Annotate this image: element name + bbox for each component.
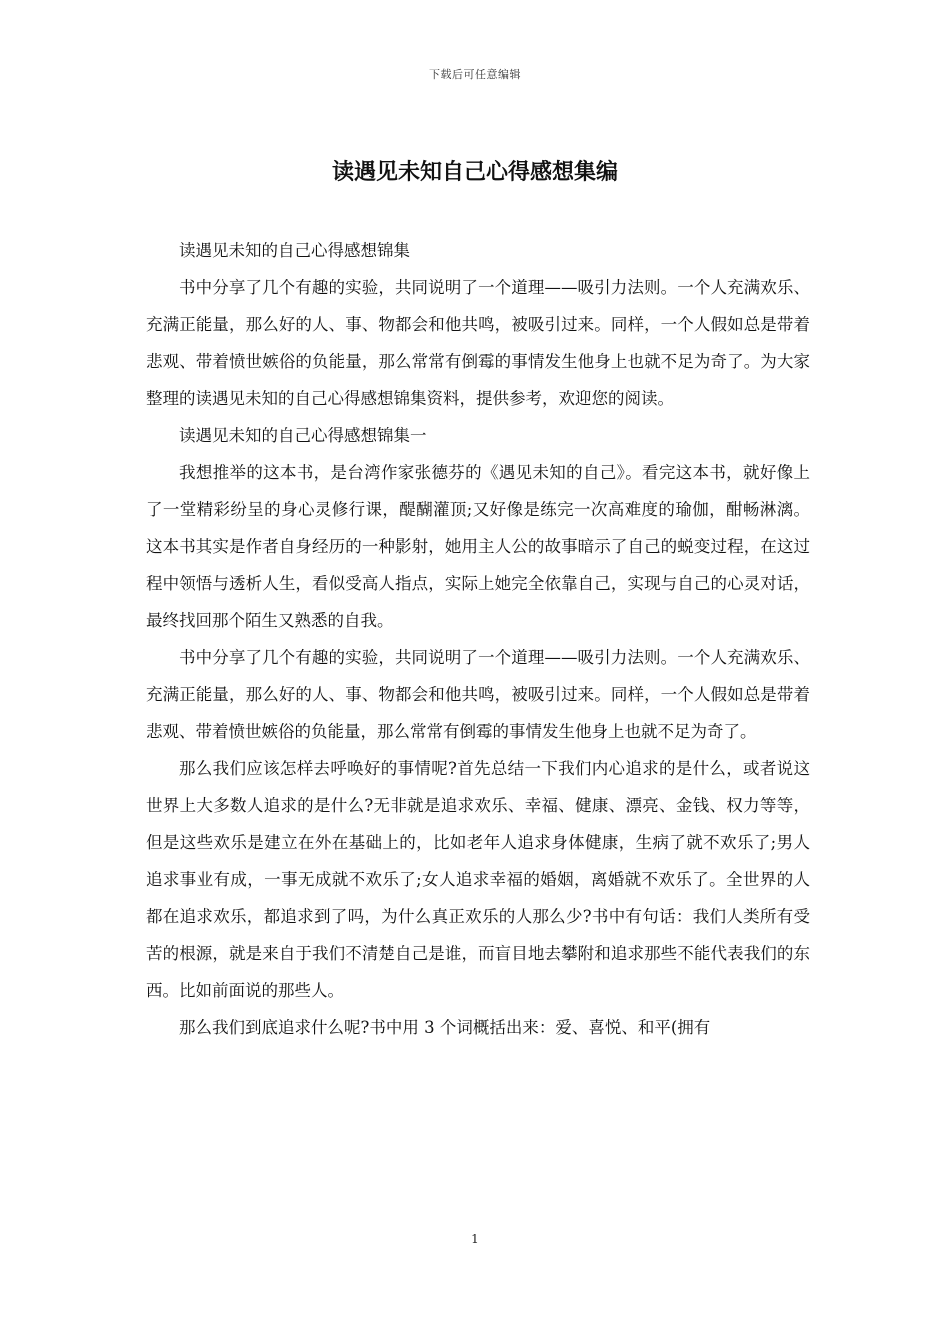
paragraph-attraction-law: 书中分享了几个有趣的实验，共同说明了一个道理——吸引力法则。一个人充满欢乐、充满正能量，那么好的人、事、物都会和他共鸣，被吸引过来。同样，一个人假如总是带着悲观、带着愤世嫉俗的负能量，那么常常有倒霉的事情发生他身上也就不足为奇了。: [146, 648, 810, 741]
header-note: 下载后可任意编辑: [429, 68, 521, 81]
document-body: [146, 232, 810, 1046]
paragraph-intro: 书中分享了几个有趣的实验，共同说明了一个道理——吸引力法则。一个人充满欢乐、充满正能量，那么好的人、事、物都会和他共鸣，被吸引过来。同样，一个人假如总是带着悲观、带着愤世嫉俗的负能量，那么常常有倒霉的事情发生他身上也就不足为奇了。为大家整理的读遇见未知的自己心得感想锦集资料，提供参考，欢迎您的阅读。: [146, 278, 810, 408]
paragraph-conclusion-start: 那么我们到底追求什么呢?书中用 3 个词概括出来：爱、喜悦、和平(拥有: [179, 1018, 711, 1037]
paragraph-book-recommendation: 我想推举的这本书，是台湾作家张德芬的《遇见未知的自己》。看完这本书，就好像上了一堂精彩纷呈的身心灵修行课，醍醐灌顶;又好像是练完一次高难度的瑜伽，酣畅淋漓。这本书其实是作者自身经历的一种影射，她用主人公的故事暗示了自己的蜕变过程，在这过程中领悟与透析人生，看似受高人指点，实际上她完全依靠自己，实现与自己的心灵对话，最终找回那个陌生又熟悉的自我。: [146, 463, 810, 630]
paragraph-subtitle: 读遇见未知的自己心得感想锦集: [179, 241, 410, 260]
paragraph-section-heading: 读遇见未知的自己心得感想锦集一: [179, 426, 427, 445]
page-number: 1: [471, 1232, 479, 1246]
document-title: 读遇见未知自己心得感想集编: [331, 159, 618, 185]
paragraph-pursuit: 那么我们应该怎样去呼唤好的事情呢?首先总结一下我们内心追求的是什么，或者说这世界上大多数人追求的是什么?无非就是追求欢乐、幸福、健康、漂亮、金钱、权力等等，但是这些欢乐是建立在外在基础上的，比如老年人追求身体健康，生病了就不欢乐了;男人追求事业有成，一事无成就不欢乐了;女人追求幸福的婚姻，离婚就不欢乐了。全世界的人都在追求欢乐，都追求到了吗，为什么真正欢乐的人那么少?书中有句话：我们人类所有受苦的根源，就是来自于我们不清楚自己是谁，而盲目地去攀附和追求那些不能代表我们的东西。比如前面说的那些人。: [146, 759, 810, 1000]
